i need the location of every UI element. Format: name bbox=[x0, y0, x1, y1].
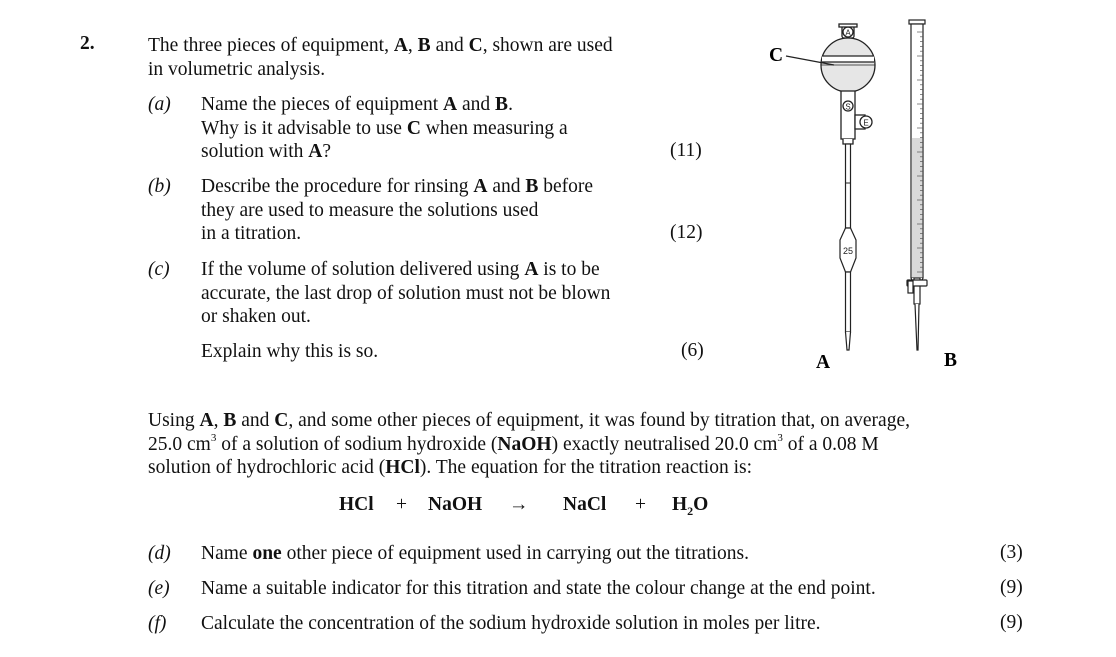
bold-text: C bbox=[274, 410, 289, 431]
bold-text: NaOH bbox=[497, 433, 552, 455]
bold-text: HCl bbox=[385, 457, 420, 478]
part-d-marks: (3) bbox=[1000, 542, 1023, 563]
bold-text: C bbox=[406, 117, 421, 139]
part-c-text bbox=[201, 258, 610, 329]
part-b-label: (b) bbox=[148, 176, 171, 197]
equation-reactant-naoh: NaOH bbox=[428, 494, 483, 515]
equipment-figure bbox=[740, 18, 980, 378]
water-h: H bbox=[672, 494, 688, 515]
text-run: Using bbox=[148, 410, 200, 431]
bold-text: B bbox=[223, 410, 237, 431]
text-run: when measuring a bbox=[420, 117, 568, 139]
part-d-label: (d) bbox=[148, 543, 171, 564]
bold-text: A bbox=[443, 94, 458, 115]
text-run: Describe the procedure for rinsing bbox=[201, 176, 474, 197]
part-f-text bbox=[201, 612, 821, 636]
equation-plus-2: + bbox=[635, 494, 646, 515]
text-run: of a solution of sodium hydroxide ( bbox=[216, 433, 498, 455]
water-subscript: 2 bbox=[687, 503, 694, 518]
text-run: ? bbox=[322, 141, 332, 162]
part-e-marks: (9) bbox=[1000, 577, 1023, 598]
label-b: B bbox=[944, 350, 958, 371]
text-run: 25.0 cm bbox=[148, 433, 211, 455]
titration-paragraph bbox=[148, 409, 910, 480]
paragraph-line-2 bbox=[148, 433, 910, 457]
text-run: before bbox=[538, 176, 594, 197]
equation-product-water bbox=[672, 494, 708, 516]
equation-plus-1: + bbox=[396, 494, 407, 515]
part-c-line-2 bbox=[201, 282, 610, 306]
bold-text: A bbox=[393, 35, 408, 56]
part-a-label: (a) bbox=[148, 94, 171, 115]
bold-text: A bbox=[199, 410, 214, 431]
text-run: ) exactly neutralised 20.0 cm bbox=[551, 433, 778, 455]
equation-arrow: → bbox=[509, 494, 529, 515]
text-run: other piece of equipment used in carrying out the titrations. bbox=[281, 543, 750, 564]
part-a-marks: (11) bbox=[670, 140, 702, 161]
bold-text: A bbox=[473, 176, 488, 197]
text-run: , bbox=[213, 410, 224, 431]
bold-text: one bbox=[252, 543, 282, 564]
bold-text: B bbox=[495, 94, 509, 115]
part-a-text bbox=[201, 93, 568, 164]
part-b-marks: (12) bbox=[670, 222, 703, 243]
part-a-line-1 bbox=[201, 93, 568, 117]
part-a-line-2 bbox=[201, 117, 568, 141]
text-run: , and some other pieces of equipment, it was found by titration that, on average, bbox=[288, 410, 910, 431]
superscript: 3 bbox=[777, 432, 783, 444]
superscript: 3 bbox=[210, 432, 217, 444]
svg-text:E: E bbox=[863, 118, 869, 128]
text-run: Calculate the concentration of the sodium hydroxide solution in moles per litre. bbox=[201, 613, 821, 634]
intro-line-2 bbox=[148, 58, 613, 82]
part-b-line-2 bbox=[201, 199, 593, 223]
text-run: Name a suitable indicator for this titration and state the colour change at the end point. bbox=[201, 578, 876, 599]
svg-text:S: S bbox=[845, 102, 851, 112]
text-run: solution with bbox=[201, 141, 309, 162]
text-run: solution of hydrochloric acid ( bbox=[148, 457, 386, 478]
part-c-explain: Explain why this is so. bbox=[201, 341, 379, 362]
text-run: Why is it advisable to use bbox=[201, 117, 407, 139]
part-c-marks: (6) bbox=[681, 340, 704, 361]
text-run: If the volume of solution delivered using bbox=[201, 259, 525, 280]
text-run: is to be bbox=[538, 259, 600, 280]
part-f-marks: (9) bbox=[1000, 612, 1023, 633]
part-b-line-1 bbox=[201, 175, 593, 199]
question-intro bbox=[148, 34, 613, 81]
part-e-text bbox=[201, 577, 876, 601]
text-run: The three pieces of equipment, bbox=[148, 35, 394, 56]
part-b-text bbox=[201, 175, 593, 246]
text-run: in volumetric analysis. bbox=[148, 58, 326, 80]
paragraph-line-1 bbox=[148, 409, 910, 433]
part-c-label: (c) bbox=[148, 259, 170, 280]
text-run: in a titration. bbox=[201, 223, 302, 244]
pipette-filler-c bbox=[821, 24, 875, 144]
equation-reactant-hcl: HCl bbox=[339, 494, 374, 515]
bold-text: B bbox=[525, 176, 539, 197]
label-c: C bbox=[769, 45, 784, 66]
text-run: . bbox=[508, 94, 513, 115]
text-run: , bbox=[407, 35, 418, 56]
part-b-line-3 bbox=[201, 222, 593, 246]
water-o: O bbox=[693, 494, 709, 515]
part-a-line-3 bbox=[201, 140, 568, 164]
text-run: or shaken out. bbox=[201, 306, 311, 327]
part-c-line-1 bbox=[201, 258, 610, 282]
part-d-text bbox=[201, 542, 749, 566]
text-run: of a 0.08 M bbox=[782, 433, 879, 455]
titration-equation bbox=[0, 494, 1116, 520]
text-run: and bbox=[457, 94, 496, 115]
intro-line-1 bbox=[148, 34, 613, 58]
text-run: and bbox=[430, 35, 469, 56]
text-run: Name the pieces of equipment bbox=[201, 94, 444, 115]
bold-text: B bbox=[417, 35, 431, 56]
text-run: and bbox=[236, 410, 275, 431]
question-number: 2. bbox=[80, 33, 95, 54]
part-f-label: (f) bbox=[148, 613, 167, 634]
text-run: and bbox=[487, 176, 526, 197]
paragraph-line-3 bbox=[148, 456, 910, 480]
pipette-volume-mark: 25 bbox=[842, 246, 854, 256]
text-run: Name bbox=[201, 543, 253, 564]
equation-product-nacl: NaCl bbox=[563, 494, 607, 515]
text-run: accurate, the last drop of solution must not be blown bbox=[201, 282, 611, 304]
bold-text: C bbox=[468, 35, 483, 56]
text-run: , shown are used bbox=[482, 35, 613, 56]
part-c-line-3 bbox=[201, 305, 610, 329]
label-a: A bbox=[816, 352, 831, 373]
text-run: they are used to measure the solutions used bbox=[201, 199, 539, 221]
burette-b bbox=[907, 20, 927, 350]
svg-text:A: A bbox=[845, 28, 851, 38]
part-e-label: (e) bbox=[148, 578, 170, 599]
bold-text: A bbox=[308, 141, 323, 162]
text-run: ). The equation for the titration reaction is: bbox=[419, 457, 752, 478]
bold-text: A bbox=[524, 259, 539, 280]
